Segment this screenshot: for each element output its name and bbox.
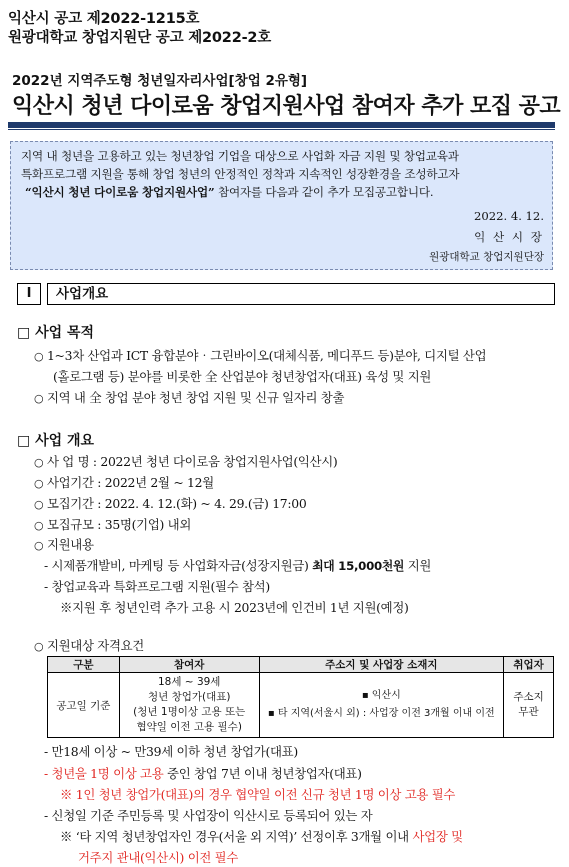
notice-line-2: 특화프로그램 지원을 통해 창업 청년의 안정적인 정착과 지속적인 성장환경을 조성하고자 <box>21 167 460 181</box>
participant-cell <box>119 673 259 738</box>
content-1-amount: 최대 15,000천원 <box>312 559 405 573</box>
overview-recruit-period-text: 모집기간 : 2022. 4. 12.(화) ~ 4. 29.(금) 17:00 <box>46 496 307 511</box>
overview-content-title <box>34 535 94 553</box>
purpose-item-1 <box>34 346 486 364</box>
participant-age: 18세 ~ 39세 <box>157 676 221 688</box>
notice-org-mayor: 익 산 시 장 <box>474 230 544 244</box>
notice-box <box>10 141 553 270</box>
program-name: “익산시 청년 다이로움 창업지원사업” <box>25 185 215 199</box>
participant-type: 청년 창업가(대표) <box>147 691 231 703</box>
notice-line-1: 지역 내 청년을 고용하고 있는 청년창업 기업을 대상으로 사업화 자금 지원 및 창업교육과 <box>21 149 459 163</box>
circle-bullet-icon: ○ <box>34 640 44 653</box>
circle-bullet-icon: ○ <box>34 392 44 405</box>
note-other-region <box>60 827 463 845</box>
section-label: 사업개요 <box>47 283 555 305</box>
overview-recruit-period <box>34 494 306 512</box>
table-header: 참여자 <box>119 657 259 673</box>
page-title: 익산시 청년 다이로움 창업지원사업 참여자 추가 모집 공고 <box>12 94 561 119</box>
title-underline-thick <box>8 122 555 128</box>
overview-period-text: 사업기간 : 2022년 2월 ~ 12월 <box>46 475 214 490</box>
purpose-item-2 <box>34 388 344 406</box>
note-other-region-highlight: 사업장 및 <box>412 829 463 844</box>
overview-target-title-text: 지원대상 자격요건 <box>46 638 144 653</box>
overview-content-2-note: ※지원 후 청년인력 추가 고용 시 2023년에 인건비 1년 지원(예정) <box>60 600 409 615</box>
table-row-label: 공고일 기준 <box>48 673 120 738</box>
note-residence: - 신청일 기준 주민등록 및 사업장이 익산시로 등록되어 있는 자 <box>44 808 373 823</box>
notice-line-3 <box>25 184 548 200</box>
announcement-number-1: 익산시 공고 제2022-1215호 <box>8 11 200 27</box>
table-header: 주소지 및 사업장 소재지 <box>259 657 503 673</box>
table-header: 구분 <box>48 657 120 673</box>
purpose-heading: □ 사업 목적 <box>17 325 95 341</box>
note-single-founder: ※ 1인 청년 창업가(대표)의 경우 협약일 이전 신규 청년 1명 이상 고용 필수 <box>60 787 456 802</box>
qualification-table <box>47 656 554 738</box>
participant-cond-1: (청년 1명이상 고용 또는 <box>133 706 246 718</box>
note-relocation: 거주지 관내(익산시) 이전 필수 <box>78 850 239 865</box>
overview-scale <box>34 515 191 533</box>
note-other-region-pre: ※ ‘타 지역 청년창업자인 경우(서울 외 지역)’ 선정이후 3개월 이내 <box>60 829 413 844</box>
overview-target-title <box>34 636 144 654</box>
table-row <box>48 673 554 738</box>
purpose-item-1-text: 1~3차 산업과 ICT 융합분야‧그린바이오(대체식품, 메디푸드 등)분야, 디지털 산업 <box>46 348 487 363</box>
notice-date: 2022. 4. 12. <box>473 209 544 223</box>
circle-bullet-icon: ○ <box>34 498 44 511</box>
participant-cond-2: 협약일 이전 고용 필수) <box>136 721 242 733</box>
overview-name-text: 사 업 명 : 2022년 청년 다이로움 창업지원사업(익산시) <box>46 454 338 469</box>
table-header-row <box>48 657 554 673</box>
address-cell <box>259 673 503 738</box>
title-underline-thin <box>8 129 555 130</box>
circle-bullet-icon: ○ <box>34 519 44 532</box>
purpose-item-1-cont: (홀로그램 등) 분야를 비롯한 全 산업분야 청년창업자(대표) 육성 및 지원 <box>53 369 432 384</box>
note-employ-highlight: - 청년을 1명 이상 고용 <box>44 766 164 781</box>
table-header: 취업자 <box>504 657 554 673</box>
page-subtitle: 2022년 지역주도형 청년일자리사업[창업 2유형] <box>12 73 308 89</box>
circle-bullet-icon: ○ <box>34 477 44 490</box>
worker-line-1: 주소지 <box>513 691 544 703</box>
overview-content-1 <box>44 556 431 574</box>
worker-cell <box>504 673 554 738</box>
overview-content-2: - 창업교육과 특화프로그램 지원(필수 참석) <box>44 579 270 594</box>
circle-bullet-icon: ○ <box>34 350 44 363</box>
circle-bullet-icon: ○ <box>34 456 44 469</box>
overview-name <box>34 452 337 470</box>
note-employ <box>44 764 362 782</box>
note-employ-rest: 중인 창업 7년 이내 청년창업자(대표) <box>163 766 362 781</box>
note-age: - 만18세 이상 ~ 만39세 이하 청년 창업가(대표) <box>44 744 298 759</box>
content-1-post: 지원 <box>404 558 432 573</box>
notice-line-3-rest: 참여자를 다음과 같이 추가 모집공고합니다. <box>214 185 434 199</box>
worker-line-2: 무관 <box>518 706 539 718</box>
overview-scale-text: 모집규모 : 35명(기업) 내외 <box>46 517 192 532</box>
address-other: ▪ 타 지역(서울시 외) : 사업장 이전 3개월 이내 이전 <box>267 708 495 719</box>
section-number: Ⅰ <box>17 283 41 305</box>
address-iksan: ▪ 익산시 <box>361 690 401 701</box>
purpose-item-2-text: 지역 내 全 창업 분야 청년 창업 지원 및 신규 일자리 창출 <box>46 390 345 405</box>
overview-content-title-text: 지원내용 <box>46 537 94 552</box>
circle-bullet-icon: ○ <box>34 539 44 552</box>
overview-heading: □ 사업 개요 <box>17 433 95 449</box>
notice-org-university: 원광대학교 창업지원단장 <box>429 251 544 263</box>
announcement-number-2: 원광대학교 창업지원단 공고 제2022-2호 <box>8 30 272 46</box>
content-1-pre: - 시제품개발비, 마케팅 등 사업화자금(성장지원금) <box>44 558 313 573</box>
overview-period <box>34 473 214 491</box>
